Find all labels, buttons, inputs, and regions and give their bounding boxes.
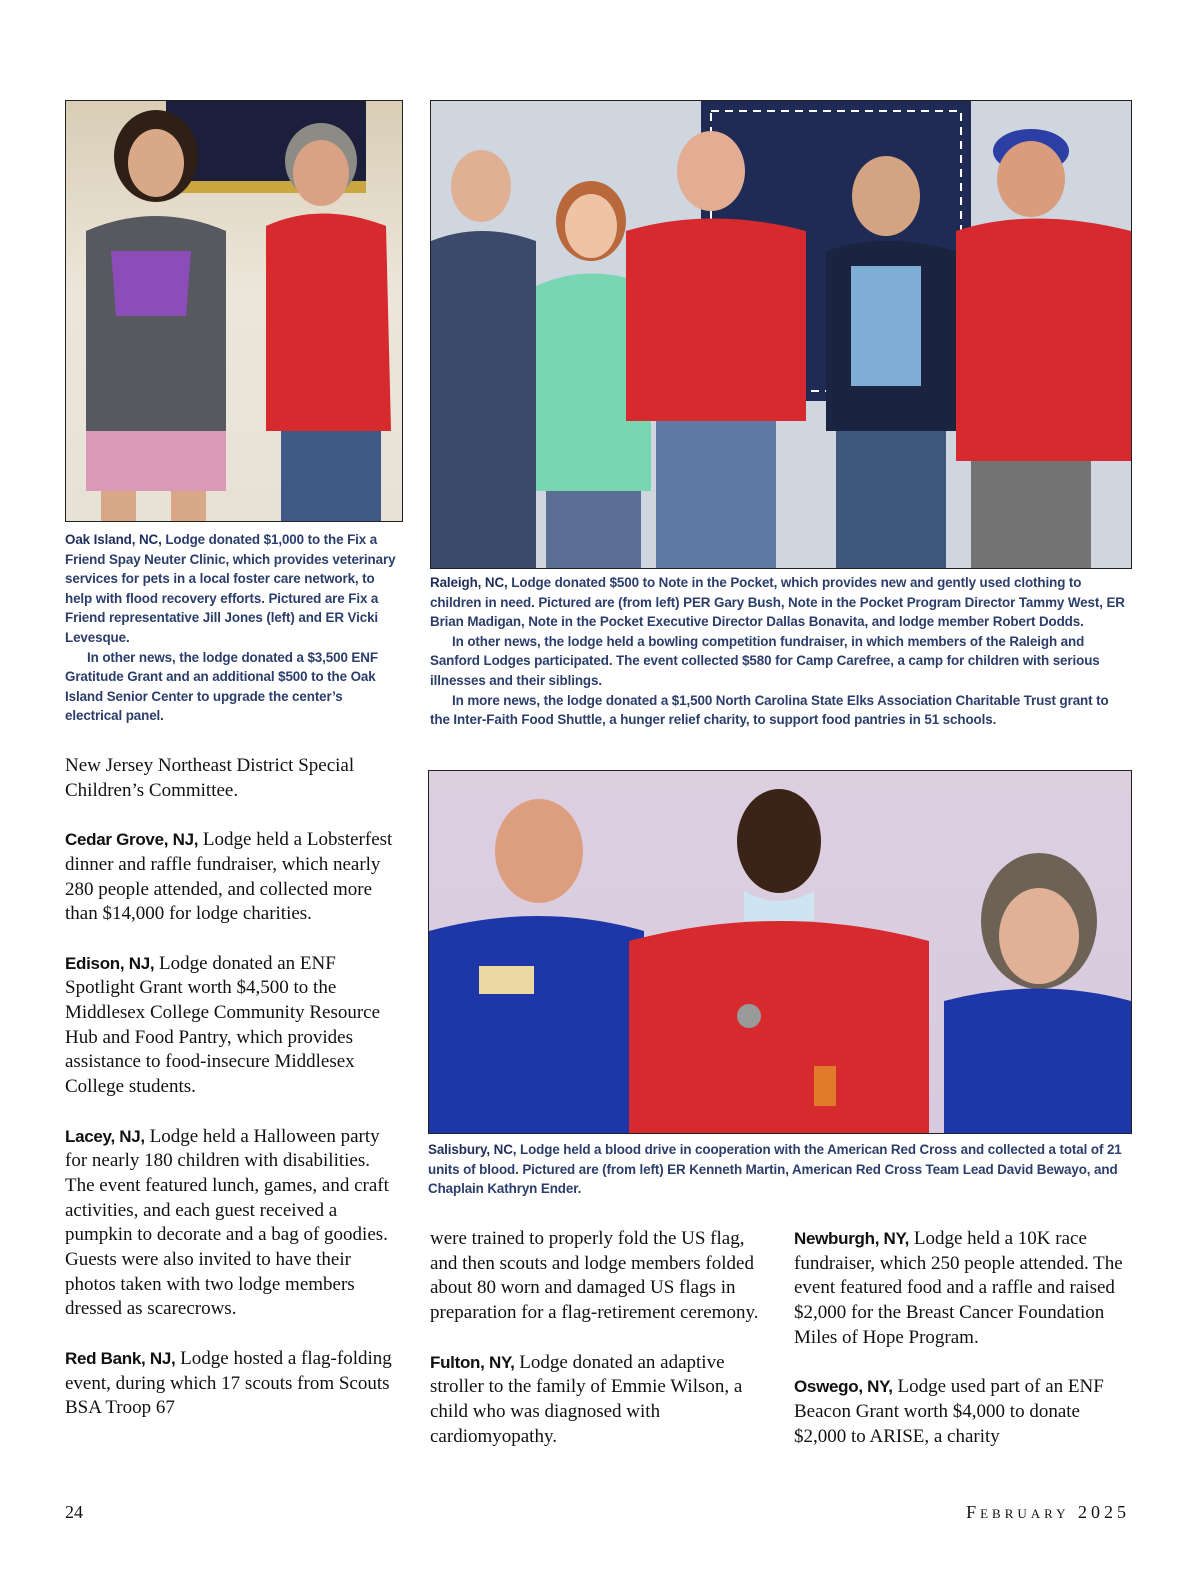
- news-item-text: Lodge used part of an ENF Beacon Grant worth $4,000 to donate $2,000 to ARISE, a charity: [794, 1376, 1104, 1447]
- news-item-text: Lodge donated an adaptive stroller to the family of Emmie Wilson, a child who was diagnosed with cardiomyopathy.: [430, 1351, 743, 1447]
- issue-date: February 2025: [966, 1502, 1130, 1522]
- caption-more: In more news, the lodge donated a $1,500 North Carolina State Elks Association Charitable Trust grant to the Inter-Faith Food Shuttle, a hunger relief charity, to support food pantries in 51 schools.: [430, 692, 1109, 728]
- news-item-text: Lodge held a 10K race fundraiser, which 250 people attended. The event featured food and a raffle and raised $2,000 for the Breast Cancer Foundation Miles of Hope Program.: [794, 1228, 1123, 1348]
- news-item-lead: Lacey, NJ,: [65, 1126, 145, 1146]
- caption-text: Lodge held a blood drive in cooperation with the American Red Cross and collected a total of 21 units of blood. Pictured are (from left) ER Kenneth Martin, American Red Cross Team Lead David Bewayo, and Chaplain Kathryn Ender.: [428, 1142, 1122, 1197]
- caption-text: Lodge donated $500 to Note in the Pocket, which provides new and gently used clothing to children in need. Pictured are (from left) PER Gary Bush, Note in the Pocket Program Director Tammy West, ER Brian Madigan, Note in the Pocket Executive Director Dallas Bonavita, and lodge member Robert Dodds.: [430, 575, 1125, 630]
- salisbury-caption: [428, 1140, 1130, 1199]
- caption-more: In other news, the lodge held a bowling competition fundraiser, in which members of the Raleigh and Sanford Lodges participated. The event collected $580 for Camp Carefree, a camp for children with serious illnesses and their siblings.: [430, 633, 1100, 688]
- news-item: [794, 1227, 1130, 1351]
- news-item-lead: Red Bank, NJ,: [65, 1348, 176, 1368]
- caption-location: Oak Island, NC,: [65, 532, 162, 547]
- raleigh-photo: [430, 100, 1132, 569]
- raleigh-caption: [430, 573, 1130, 730]
- news-item: [65, 828, 400, 927]
- caption-location: Raleigh, NC,: [430, 575, 508, 590]
- caption-text: Lodge donated $1,000 to the Fix a Friend Spay Neuter Clinic, which provides veterinary services for pets in a local foster care network, to help with flood recovery efforts. Pictured are Fix a Friend representative Jill Jones (left) and ER Vicki Levesque.: [65, 532, 396, 645]
- news-item-text: Lodge held a Halloween party for nearly 180 children with disabilities. The event featured lunch, games, and craft activities, and each guest received a pumpkin to decorate and a bag of goodies. Guests were also invited to have their photos taken with two lodge members dressed as scarecrows.: [65, 1125, 389, 1320]
- oak-island-caption: [65, 530, 401, 726]
- column-intro: New Jersey Northeast District Special Children’s Committee.: [65, 755, 355, 801]
- news-item: [430, 1351, 765, 1450]
- news-item-text: Lodge donated an ENF Spotlight Grant worth $4,500 to the Middlesex College Community Resource Hub and Food Pantry, which provides assistance to food-insecure Middlesex College students.: [65, 952, 381, 1098]
- news-item-text: Lodge hosted a flag-folding event, during which 17 scouts from Scouts BSA Troop 67: [65, 1347, 392, 1419]
- oak-island-photo: [65, 100, 403, 522]
- news-item-lead: Newburgh, NY,: [794, 1229, 910, 1248]
- caption-more: In other news, the lodge donated a $3,500 ENF Gratitude Grant and an additional $500 to the Oak Island Senior Center to upgrade the center’s electrical panel.: [65, 649, 378, 724]
- news-item-lead: Cedar Grove, NJ,: [65, 830, 199, 850]
- page-number: 24: [65, 1502, 83, 1522]
- news-item-lead: Fulton, NY,: [430, 1352, 515, 1372]
- caption-location: Salisbury, NC,: [428, 1142, 517, 1157]
- news-item-text: Lodge held a Lobsterfest dinner and raffle fundraiser, which nearly 280 people attended, and collected more than $14,000 for lodge charities.: [65, 829, 393, 925]
- news-item: [794, 1375, 1130, 1449]
- column-3: [794, 1227, 1130, 1449]
- column-continuation: were trained to properly fold the US flag, and then scouts and lodge members folded about 80 worn and damaged US flags in preparation for a flag-retirement ceremony.: [430, 1228, 759, 1324]
- column-2: [430, 1227, 765, 1449]
- salisbury-photo: [428, 770, 1132, 1134]
- news-item: [65, 1347, 400, 1421]
- news-item-lead: Edison, NJ,: [65, 953, 155, 973]
- news-item: [65, 1125, 400, 1323]
- column-1: [65, 754, 400, 1421]
- news-item: [65, 952, 400, 1100]
- news-item-lead: Oswego, NY,: [794, 1377, 893, 1397]
